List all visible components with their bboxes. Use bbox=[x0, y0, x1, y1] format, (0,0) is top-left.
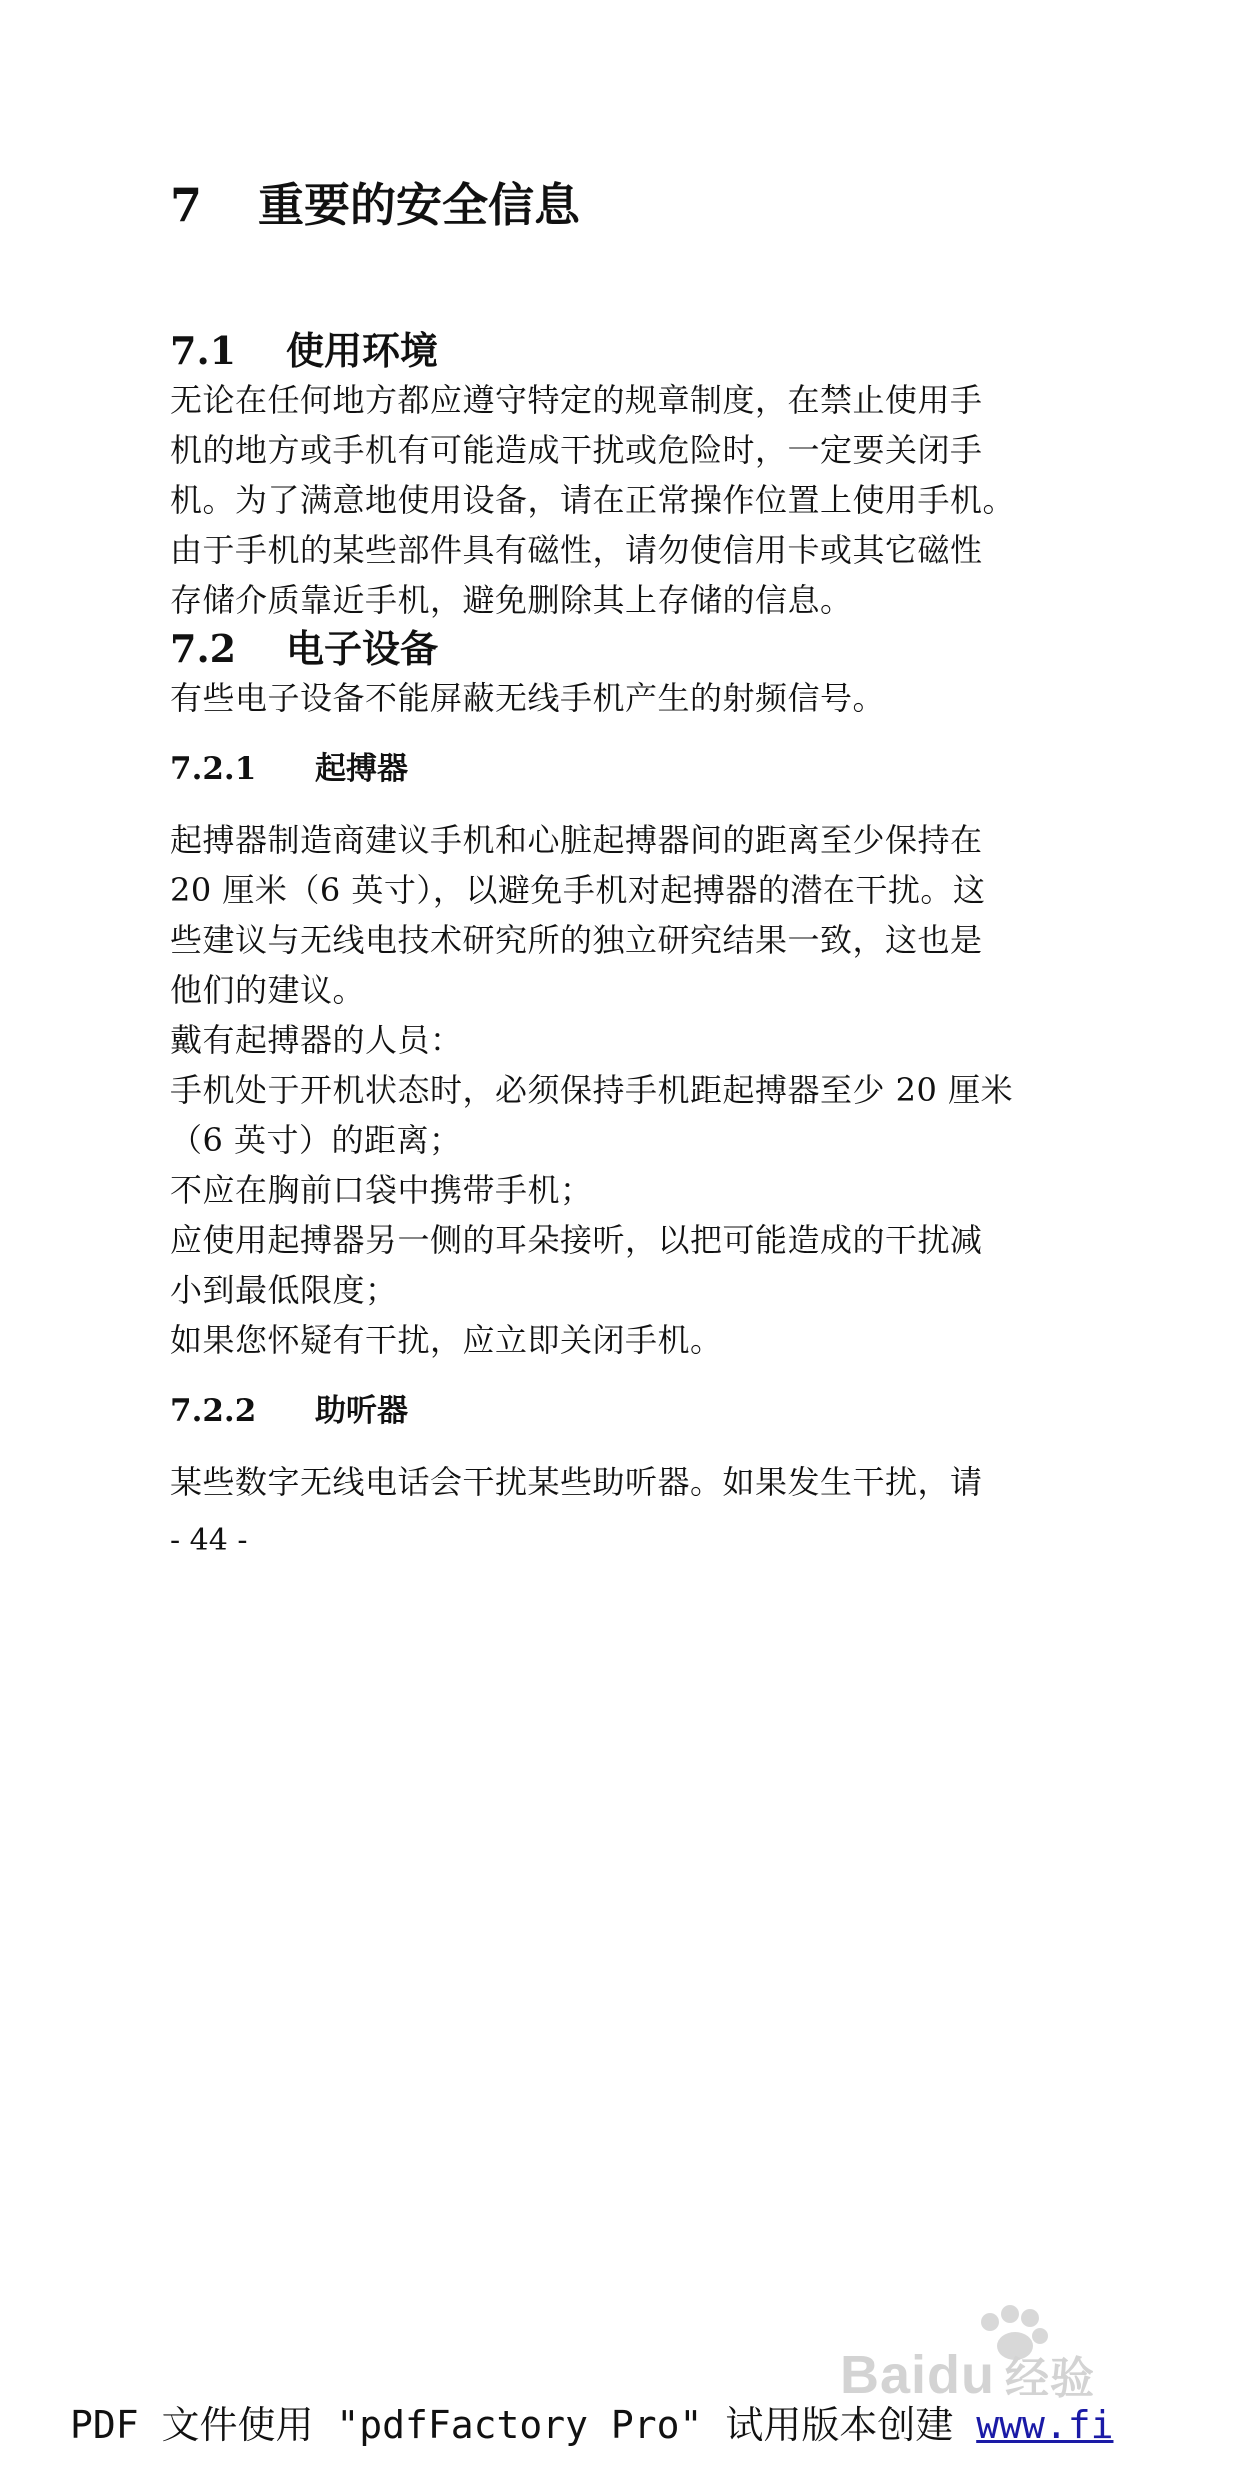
baidu-jingyan-watermark bbox=[840, 2300, 1170, 2405]
paragraph-line: 某些数字无线电话会干扰某些助听器。如果发生干扰，请 bbox=[170, 1463, 983, 1501]
paragraph-line: 戴有起搏器的人员： bbox=[170, 1021, 463, 1059]
paragraph-line: 机。为了满意地使用设备，请在正常操作位置上使用手机。 bbox=[170, 481, 1016, 519]
subsection-7-2-2-body bbox=[170, 1457, 1070, 1507]
watermark-brand: Bai bbox=[840, 2345, 928, 2405]
paragraph-line: 20 厘米（6 英寸），以避免手机对起搏器的潜在干扰。这 bbox=[170, 871, 986, 909]
section-7-2-intro: 有些电子设备不能屏蔽无线手机产生的射频信号。 bbox=[170, 679, 886, 717]
section-number: 7.1 bbox=[170, 328, 237, 373]
page-content bbox=[170, 175, 1070, 1561]
paragraph-line: 起搏器制造商建议手机和心脏起搏器间的距离至少保持在 bbox=[170, 821, 983, 859]
paragraph-line: 小到最低限度； bbox=[170, 1271, 398, 1309]
subsection-number: 7.2.1 bbox=[170, 751, 257, 787]
subsection-heading-7-2-2 bbox=[170, 1389, 1070, 1433]
paragraph-line: 如果您怀疑有干扰，应立即关闭手机。 bbox=[170, 1321, 723, 1359]
chapter-title: 重要的安全信息 bbox=[258, 178, 580, 232]
paragraph-line: 不应在胸前口袋中携带手机； bbox=[170, 1171, 593, 1209]
section-heading-7-1 bbox=[170, 327, 1070, 375]
subsection-number: 7.2.2 bbox=[170, 1393, 257, 1429]
watermark-suffix: 经验 bbox=[1005, 2353, 1096, 2404]
subsection-heading-7-2-1 bbox=[170, 747, 1070, 791]
section-title: 电子设备 bbox=[286, 626, 439, 671]
paragraph-line: 存储介质靠近手机，避免删除其上存储的信息。 bbox=[170, 581, 853, 619]
section-heading-7-2 bbox=[170, 625, 1070, 673]
chapter-number: 7 bbox=[170, 178, 203, 232]
paragraph-line: 应使用起搏器另一侧的耳朵接听，以把可能造成的干扰减 bbox=[170, 1221, 983, 1259]
subsection-7-2-1-body bbox=[170, 815, 1070, 1365]
watermark-brand-2: du bbox=[927, 2345, 996, 2405]
page-number: - 44 - bbox=[170, 1523, 248, 1558]
paragraph-line: 手机处于开机状态时，必须保持手机距起搏器至少 20 厘米 bbox=[170, 1071, 1014, 1109]
pdf-footer bbox=[70, 2400, 1244, 2450]
chapter-heading bbox=[170, 175, 1070, 235]
subsection-title: 起搏器 bbox=[315, 751, 408, 787]
paragraph-line: 无论在任何地方都应遵守特定的规章制度，在禁止使用手 bbox=[170, 381, 983, 419]
section-title: 使用环境 bbox=[286, 328, 439, 373]
footer-link[interactable]: www.fi bbox=[976, 2403, 1114, 2447]
section-7-1-body bbox=[170, 375, 1070, 625]
section-number: 7.2 bbox=[170, 626, 237, 671]
paragraph-line: （6 英寸）的距离； bbox=[170, 1121, 462, 1159]
footer-text: PDF 文件使用 "pdfFactory Pro" 试用版本创建 bbox=[70, 2403, 977, 2447]
subsection-title: 助听器 bbox=[315, 1393, 408, 1429]
paragraph-line: 机的地方或手机有可能造成干扰或危险时，一定要关闭手 bbox=[170, 431, 983, 469]
paragraph-line: 由于手机的某些部件具有磁性，请勿使信用卡或其它磁性 bbox=[170, 531, 983, 569]
paragraph-line: 些建议与无线电技术研究所的独立研究结果一致，这也是 bbox=[170, 921, 983, 959]
paragraph-line: 他们的建议。 bbox=[170, 971, 366, 1009]
